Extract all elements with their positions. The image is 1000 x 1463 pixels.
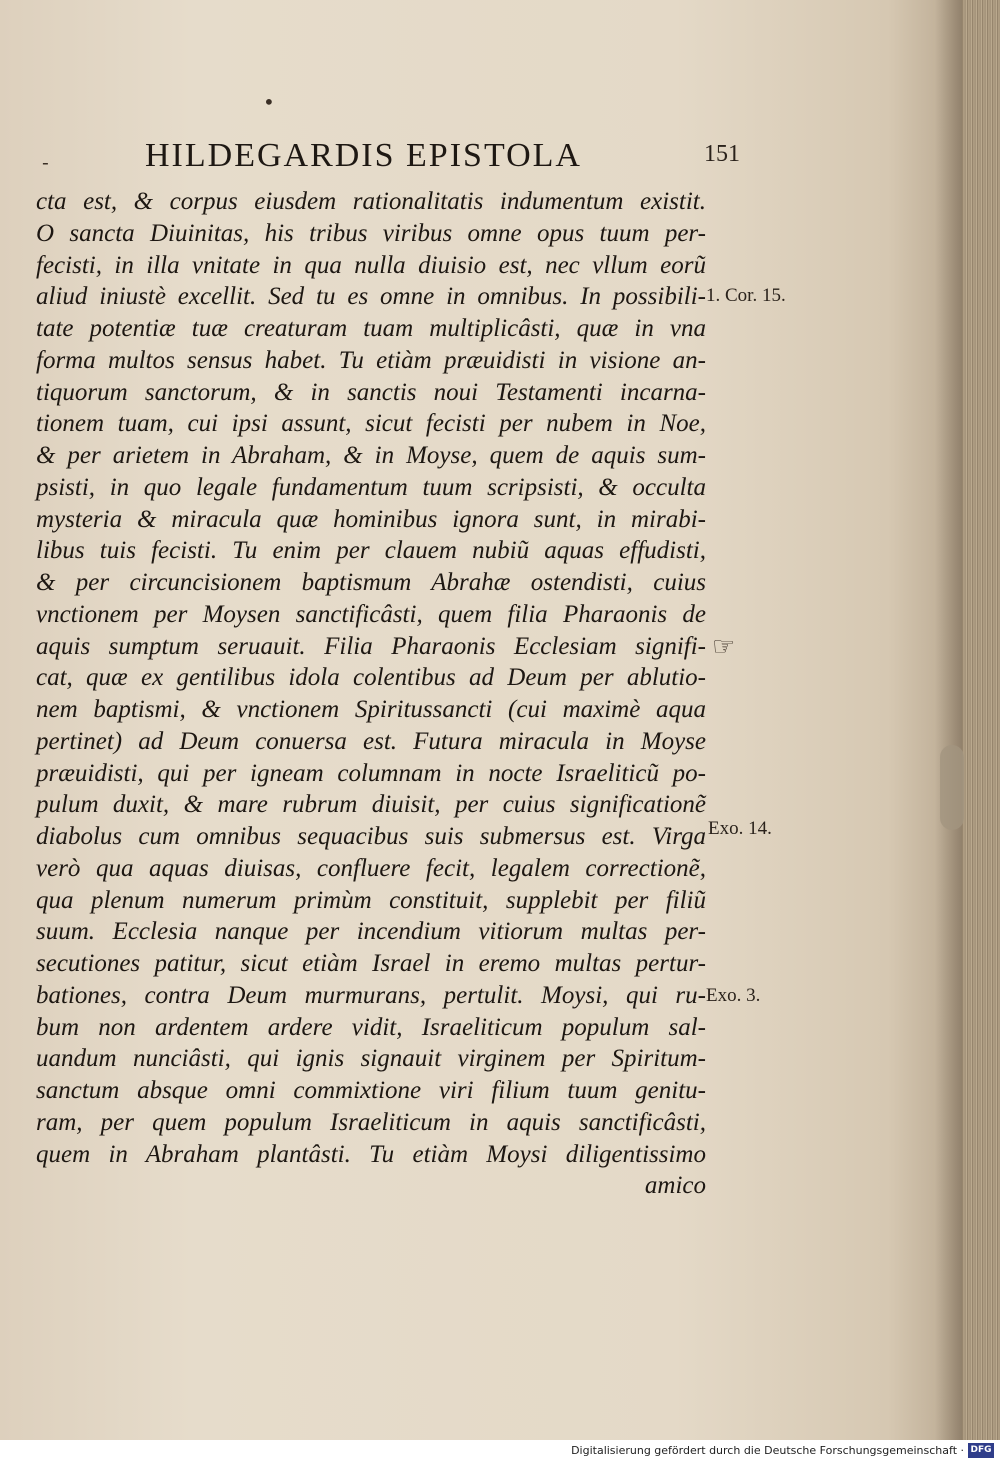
text-line: ram, per quem populum Israeliticum in aquis sanctificâsti,	[36, 1108, 706, 1136]
text-line: forma multos sensus habet. Tu etiàm præuidisti in visione an-	[36, 346, 706, 374]
manicule-mark: ☞	[712, 632, 736, 662]
catchword: amico	[644, 1172, 706, 1200]
text-line: secutiones patitur, sicut etiàm Israel in eremo multas pertur-	[36, 950, 706, 977]
text-line: verò qua aquas diuisas, confluere fecit, legalem correctionẽ,	[36, 854, 706, 882]
text-line: & per arietem in Abraham, & in Moyse, quem de aquis sum-	[36, 442, 706, 469]
text-line: suum. Ecclesia nanque per incendium vitiorum multas per-	[36, 918, 706, 946]
text-line: uandum nunciâsti, qui ignis signauit virginem per Spiritum-	[36, 1045, 706, 1073]
text-line: quem in Abraham plantâsti. Tu etiàm Moysi diligentissimo	[36, 1140, 706, 1168]
text-line: cta est, & corpus eiusdem rationalitatis indumentum existit.	[36, 188, 706, 215]
text-line: bum non ardentem ardere vidit, Israeliticum populum sal-	[36, 1013, 706, 1041]
text-line: O sancta Diuinitas, his tribus viribus omne opus tuum per-	[36, 219, 706, 247]
text-line: pertinet) ad Deum conuersa est. Futura miracula in Moyse	[36, 727, 706, 755]
text-line: fecisti, in illa vnitate in qua nulla diuisio est, nec vllum eorũ	[36, 251, 706, 279]
folio-number: 151	[704, 141, 740, 167]
funding-credit: Digitalisierung gefördert durch die Deutsche Forschungsgemeinschaft ·	[571, 1444, 964, 1457]
body-text	[36, 186, 706, 1202]
running-headline: HILDEGARDIS EPISTOLA	[145, 137, 582, 174]
text-line: psisti, in quo legale fundamentum tuum scripsisti, & occulta	[36, 473, 706, 501]
footer-bar	[0, 1440, 1000, 1463]
text-line: vnctionem per Moysen sanctificâsti, quem filia Pharaonis de	[36, 600, 706, 628]
text-line: mysteria & miracula quæ hominibus ignora sunt, in mirabi-	[36, 505, 706, 533]
margin-note: Exo. 3.	[706, 985, 761, 1006]
text-line: pulum duxit, & mare rubrum diuisit, per cuius significationẽ	[36, 791, 706, 819]
page-gutter-shadow	[935, 0, 965, 1440]
text-line: tiquorum sanctorum, & in sanctis noui Testamenti incarna-	[36, 378, 706, 406]
ink-dot-mark: -	[42, 150, 49, 174]
text-line: præuidisti, qui per igneam columnam in nocte Israeliticũ po-	[36, 759, 706, 787]
text-line: cat, quæ ex gentilibus idola colentibus ad Deum per ablutio-	[36, 664, 706, 692]
text-line: nem baptismi, & vnctionem Spiritussancti (cui maximè aqua	[36, 696, 706, 723]
page-clip-mark	[940, 745, 964, 830]
text-line: aliud iniustè excellit. Sed tu es omne in omnibus. In possibili-	[36, 283, 706, 311]
dfg-logo: DFG	[968, 1443, 994, 1458]
text-line: diabolus cum omnibus sequacibus suis submersus est. Virga	[36, 823, 706, 850]
text-line: qua plenum numerum primùm constituit, supplebit per filiũ	[36, 886, 706, 914]
margin-note: 1. Cor. 15.	[706, 285, 786, 306]
text-line: sanctum absque omni commixtione viri filium tuum genitu-	[36, 1077, 706, 1104]
text-line: tate potentiæ tuæ creaturam tuam multiplicâsti, quæ in vna	[36, 315, 706, 342]
text-line: bationes, contra Deum murmurans, pertulit. Moysi, qui ru-	[36, 981, 706, 1009]
ink-dot-mark: •	[263, 90, 275, 114]
text-line: aquis sumptum seruauit. Filia Pharaonis Ecclesiam signifi-	[36, 632, 706, 660]
text-line: tionem tuam, cui ipsi assunt, sicut fecisti per nubem in Noe,	[36, 410, 706, 438]
text-line: & per circuncisionem baptismum Abrahæ ostendisti, cuius	[36, 569, 706, 596]
book-page-edges	[962, 0, 1000, 1440]
text-line: libus tuis fecisti. Tu enim per clauem nubiũ aquas effudisti,	[36, 537, 706, 565]
margin-note: Exo. 14.	[708, 818, 772, 839]
